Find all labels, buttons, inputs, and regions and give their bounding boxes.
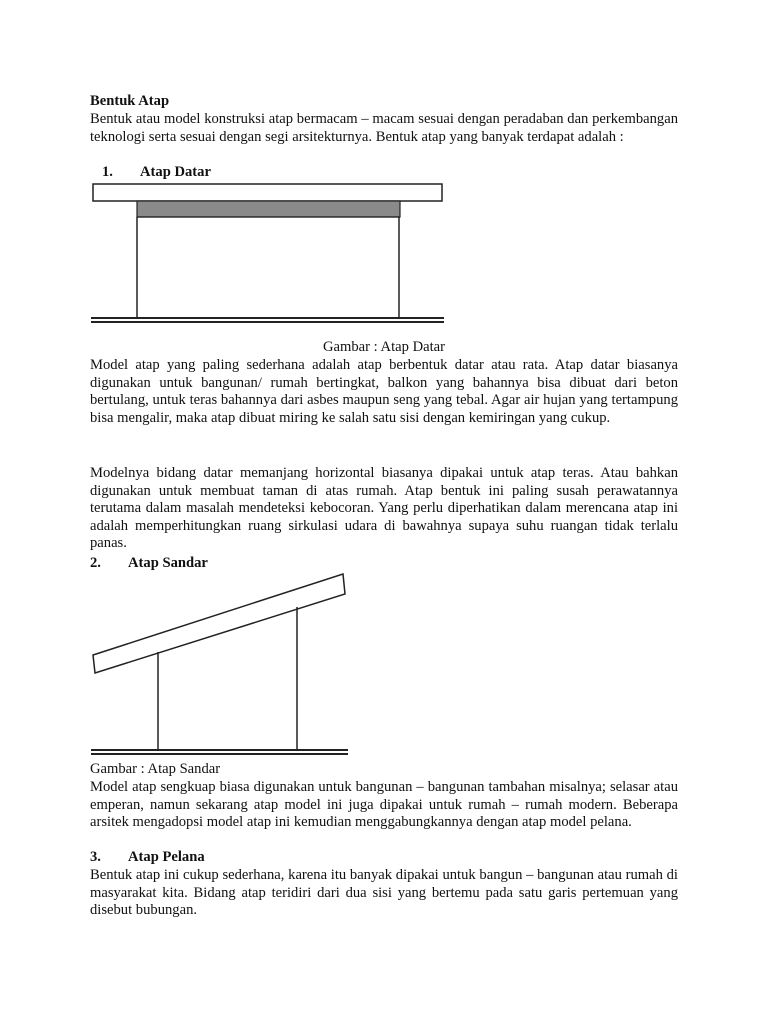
item-2-number: 2.	[90, 555, 101, 571]
roof-slab	[93, 184, 442, 201]
item-2-title: Atap Sandar	[128, 555, 208, 571]
item-1-title: Atap Datar	[140, 164, 211, 180]
flat-roof-figure	[90, 180, 446, 330]
item-1-heading	[90, 164, 678, 182]
lean-to-roof-figure	[90, 570, 350, 760]
item-3-heading	[90, 849, 678, 867]
item-1-paragraph-1: Model atap yang paling sederhana adalah atap berbentuk datar atau rata. Atap datar biasanya digunakan untuk bangunan/ rumah bertingkat, balkon yang bahannya bisa dibuat dari beton bertulang, untuk teras bahannya dari asbes maupun seng yang tebal. Agar air hujan yang tertampung bisa mengalir, maka atap dibuat miring ke salah satu sisi dengan kemiringan yang cukup.	[90, 357, 678, 426]
item-3-title: Atap Pelana	[128, 849, 205, 865]
figure-2-caption: Gambar : Atap Sandar	[90, 761, 221, 777]
item-2-paragraph-1: Model atap sengkuap biasa digunakan untuk bangunan – bangunan tambahan misalnya; selasar atau emperan, namun sekarang atap model ini juga dipakai untuk rumah – rumah modern. Beberapa arsitek mengadopsi model atap ini kemudian menggabungkannya dengan atap model pelana.	[90, 779, 678, 831]
intro-paragraph: Bentuk atau model konstruksi atap bermacam – macam sesuai dengan peradaban dan perkembangan teknologi serta sesuai dengan segi arsitekturnya. Bentuk atap yang banyak terdapat adalah :	[90, 111, 678, 145]
figure-1-caption: Gambar : Atap Datar	[323, 339, 445, 355]
roof-beam	[137, 201, 400, 217]
sloped-roof-slab	[93, 574, 345, 673]
section-title: Bentuk Atap	[90, 93, 170, 109]
item-1-number: 1.	[102, 164, 113, 180]
item-3-paragraph-1: Bentuk atap ini cukup sederhana, karena itu banyak dipakai untuk bangun – bangunan atau rumah di masyarakat kita. Bidang atap teridiri dari dua sisi yang bertemu pada satu garis pertemuan yang disebut bubungan.	[90, 867, 678, 919]
item-3-number: 3.	[90, 849, 101, 865]
item-1-paragraph-2: Modelnya bidang datar memanjang horizontal biasanya dipakai untuk atap teras. Atau bahkan digunakan untuk membuat taman di atas rumah. Atap bentuk ini paling susah perawatannya terutama dalam masalah mendeteksi kebocoran. Yang perlu diperhatikan dalam merencana atap ini adalah memperhitungkan ruang sirkulasi udara di bawahnya supaya suhu ruangan tidak terlalu panas.	[90, 465, 678, 552]
